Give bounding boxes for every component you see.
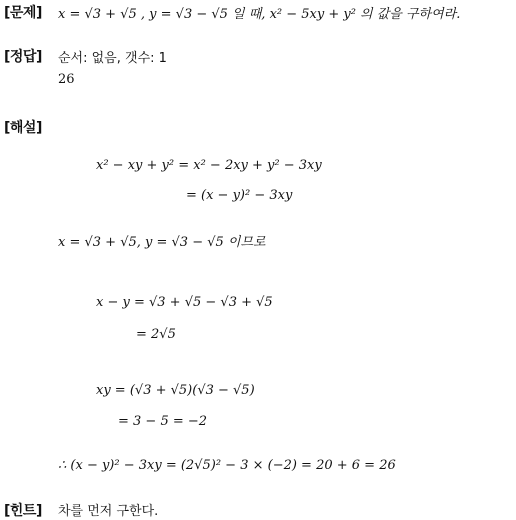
explanation-line-2: = (x − y)² − 3xy xyxy=(186,188,293,203)
explanation-line-7: = 3 − 5 = −2 xyxy=(118,414,208,429)
explanation-line-6: xy = (√3 + √5)(√3 − √5) xyxy=(96,383,255,398)
explanation-line-8: ∴ (x − y)² − 3xy = (2√5)² − 3 × (−2) = 20 + 6 = 26 xyxy=(58,458,396,473)
hint-text: 차를 먼저 구한다. xyxy=(58,504,159,519)
explanation-line-5: = 2√5 xyxy=(136,327,176,342)
hint-tag: [힌트] xyxy=(4,503,42,519)
explanation-line-3: x = √3 + √5, y = √3 − √5 이므로 xyxy=(58,235,266,250)
explanation-line-4: x − y = √3 + √5 − √3 + √5 xyxy=(96,295,273,310)
explanation-line-1: x² − xy + y² = x² − 2xy + y² − 3xy xyxy=(96,158,322,173)
problem-tag: [문제] xyxy=(4,5,42,21)
answer-tag: [정답] xyxy=(4,49,42,65)
answer-order-line: 순서: 없음, 갯수: 1 xyxy=(58,51,167,66)
answer-value: 26 xyxy=(58,72,75,87)
problem-text: x = √3 + √5 , y = √3 − √5 일 때, x² − 5xy + y² 의 값을 구하여라. xyxy=(58,7,461,22)
explanation-tag: [해설] xyxy=(4,120,42,136)
